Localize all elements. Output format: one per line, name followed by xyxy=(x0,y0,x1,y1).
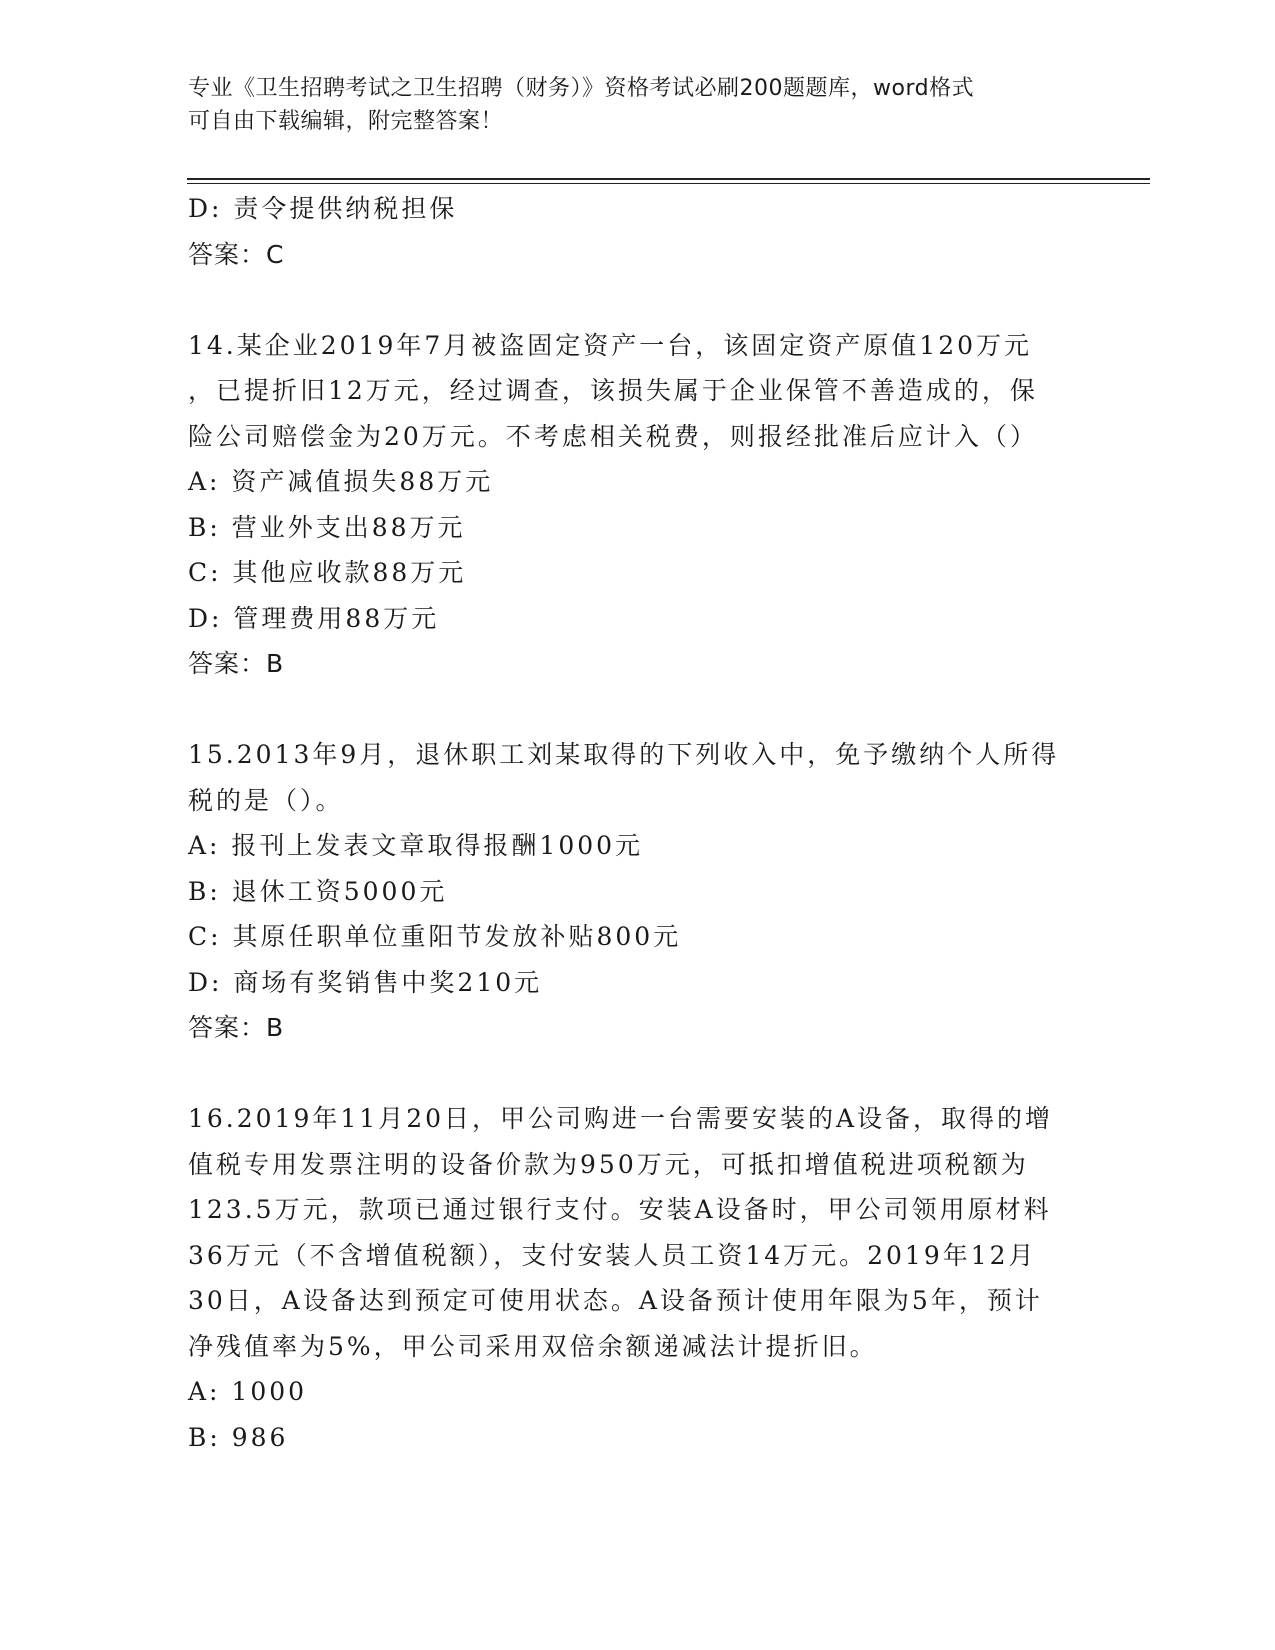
question-content xyxy=(188,186,1088,1460)
question-16-option-a: A: 1000 xyxy=(188,1377,308,1406)
header-line-1: 专业《卫生招聘考试之卫生招聘（财务）》资格考试必刷200题题库，word格式 xyxy=(188,76,975,101)
question-15-option-c: C: 其原任职单位重阳节发放补贴800元 xyxy=(188,922,682,951)
question-14-option-b: B: 营业外支出88万元 xyxy=(188,512,466,542)
question-15-option-a: A: 报刊上发表文章取得报酬1000元 xyxy=(188,831,644,860)
question-14-line: 14.某企业2019年7月被盗固定资产一台，该固定资产原值120万元 xyxy=(188,330,1033,360)
question-14-line: 险公司赔偿金为20万元。不考虑相关税费，则报经批准后应计入（） xyxy=(188,421,1038,451)
prev-answer: 答案：C xyxy=(188,239,285,269)
document-header xyxy=(188,72,1088,138)
question-16-line: 净残值率为5%，甲公司采用双倍余额递减法计提折旧。 xyxy=(188,1331,878,1361)
question-16-line: 16.2019年11月20日，甲公司购进一台需要安装的A设备，取得的增 xyxy=(188,1104,1054,1133)
question-15-line: 税的是（）。 xyxy=(188,785,344,815)
question-16 xyxy=(188,1096,1088,1460)
spacer xyxy=(188,277,1088,323)
prev-option-d: D: 责令提供纳税担保 xyxy=(188,194,458,223)
question-16-line: 36万元（不含增值税额），支付安装人员工资14万元。2019年12月 xyxy=(188,1240,1037,1270)
question-16-line: 30日，A设备达到预定可使用状态。A设备预计使用年限为5年，预计 xyxy=(188,1286,1043,1315)
question-14-option-d: D: 管理费用88万元 xyxy=(188,603,440,633)
question-16-line: 值税专用发票注明的设备价款为950万元，可抵扣增值税进项税额为 xyxy=(188,1149,1029,1179)
question-15 xyxy=(188,732,1088,1051)
question-16-option-b: B: 986 xyxy=(188,1422,289,1452)
header-divider-thick xyxy=(187,178,1150,180)
question-15-option-b: B: 退休工资5000元 xyxy=(188,876,448,906)
header-line-2: 可自由下载编辑，附完整答案！ xyxy=(188,109,504,134)
question-14-option-a: A: 资产减值损失88万元 xyxy=(188,467,494,496)
question-14-option-c: C: 其他应收款88万元 xyxy=(188,558,467,587)
header-divider-thin xyxy=(187,183,1150,184)
question-14-line: ，已提折旧12万元，经过调查，该损失属于企业保管不善造成的，保 xyxy=(188,376,1038,405)
spacer xyxy=(188,687,1088,733)
question-15-line: 15.2013年9月，退休职工刘某取得的下列收入中，免予缴纳个人所得 xyxy=(188,740,1060,769)
question-15-option-d: D: 商场有奖销售中奖210元 xyxy=(188,967,543,997)
question-14-answer: 答案：B xyxy=(188,649,285,678)
question-14 xyxy=(188,323,1088,687)
question-15-answer: 答案：B xyxy=(188,1013,285,1042)
question-16-line: 123.5万元，款项已通过银行支付。安装A设备时，甲公司领用原材料 xyxy=(188,1195,1052,1224)
spacer xyxy=(188,1051,1088,1097)
